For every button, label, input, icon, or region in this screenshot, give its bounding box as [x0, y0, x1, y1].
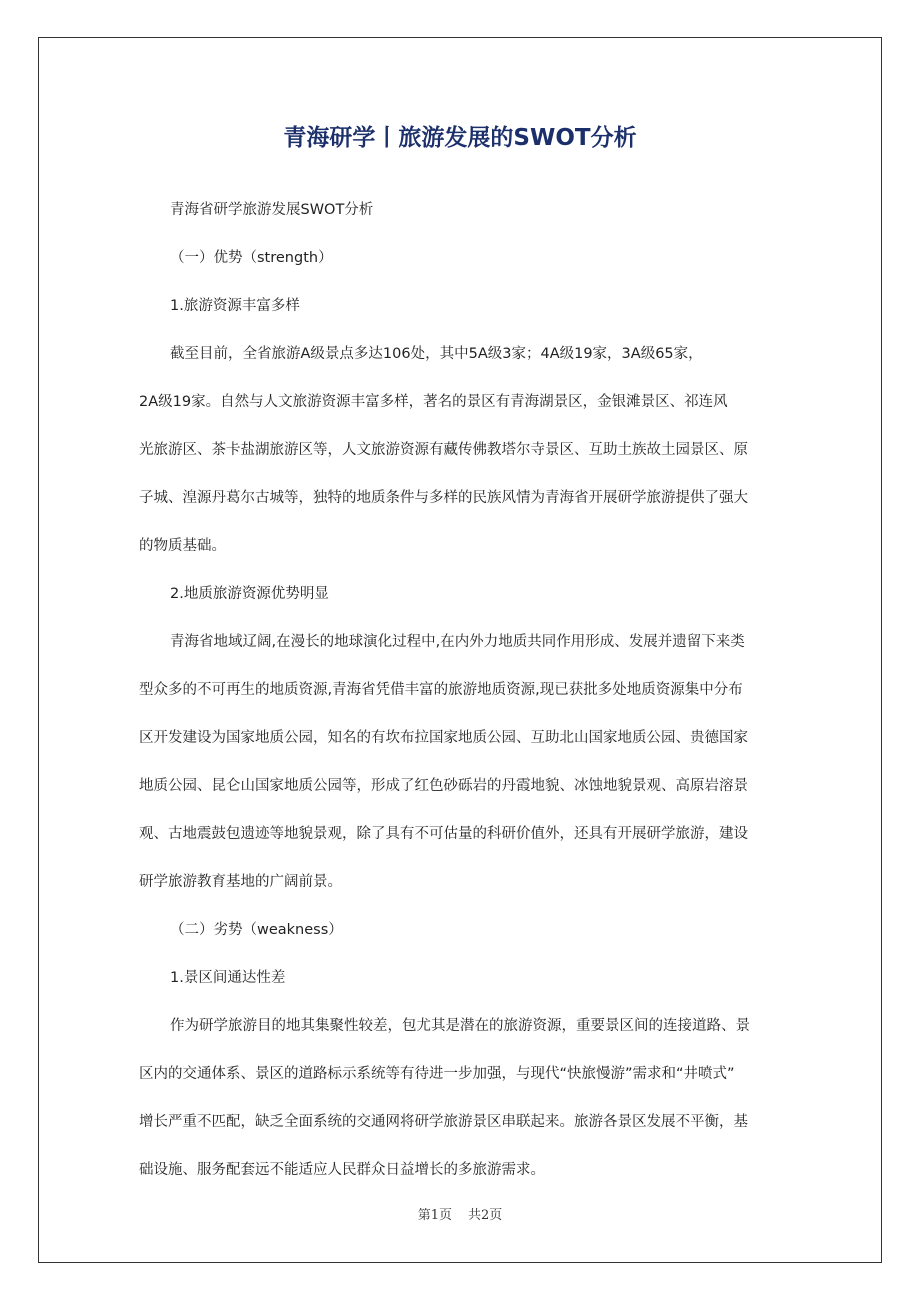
- page-footer: [38, 1204, 882, 1228]
- text-line: （二）劣势（weakness）: [170, 922, 343, 938]
- text-line: 增长严重不匹配，缺乏全面系统的交通网将研学旅游景区串联起来。旅游各景区发展不平衡，基: [139, 1114, 748, 1130]
- text-line: 区开发建设为国家地质公园，知名的有坎布拉国家地质公园、互助北山国家地质公园、贵德国家: [139, 730, 748, 746]
- text-line: 的物质基础。: [139, 538, 226, 554]
- text-line: 光旅游区、茶卡盐湖旅游区等，人文旅游资源有藏传佛教塔尔寺景区、互助土族故土园景区、原: [139, 442, 748, 458]
- text-line: 区内的交通体系、景区的道路标示系统等有待进一步加强，与现代“快旅慢游”需求和“井喷式”: [139, 1066, 735, 1082]
- page-total: 共2页: [468, 1208, 503, 1223]
- text-line: 青海省地域辽阔,在漫长的地球演化过程中,在内外力地质共同作用形成、发展并遗留下来类: [170, 634, 745, 650]
- text-line: 截至目前，全省旅游A级景点多达106处，其中5A级3家；4A级19家，3A级65家，: [170, 346, 703, 362]
- text-line: 地质公园、昆仑山国家地质公园等，形成了红色砂砾岩的丹霞地貌、冰蚀地貌景观、高原岩溶景: [139, 778, 748, 794]
- text-line: 作为研学旅游目的地其集聚性较差，包尤其是潜在的旅游资源，重要景区间的连接道路、景: [170, 1018, 750, 1034]
- text-line: 子城、湟源丹葛尔古城等，独特的地质条件与多样的民族风情为青海省开展研学旅游提供了强大: [139, 490, 748, 506]
- text-line: 1.旅游资源丰富多样: [170, 298, 300, 314]
- text-line: 研学旅游教育基地的广阔前景。: [139, 874, 342, 890]
- text-line: 础设施、服务配套远不能适应人民群众日益增长的多旅游需求。: [139, 1162, 545, 1178]
- text-line: 型众多的不可再生的地质资源,青海省凭借丰富的旅游地质资源,现已获批多处地质资源集中分布: [139, 682, 743, 698]
- document-title: 青海研学丨旅游发展的SWOT分析: [283, 125, 637, 151]
- text-line: 青海省研学旅游发展SWOT分析: [170, 202, 374, 218]
- text-line: 2.地质旅游资源优势明显: [170, 586, 329, 602]
- text-line: 观、古地震鼓包遗迹等地貌景观，除了具有不可估量的科研价值外，还具有开展研学旅游，建设: [139, 826, 748, 842]
- document-body: [139, 186, 789, 1194]
- text-line: 2A级19家。自然与人文旅游资源丰富多样，著名的景区有青海湖景区，金银滩景区、祁连风: [139, 394, 728, 410]
- text-line: （一）优势（strength）: [170, 250, 333, 266]
- text-line: 1.景区间通达性差: [170, 970, 286, 986]
- page-number: 第1页: [417, 1208, 452, 1223]
